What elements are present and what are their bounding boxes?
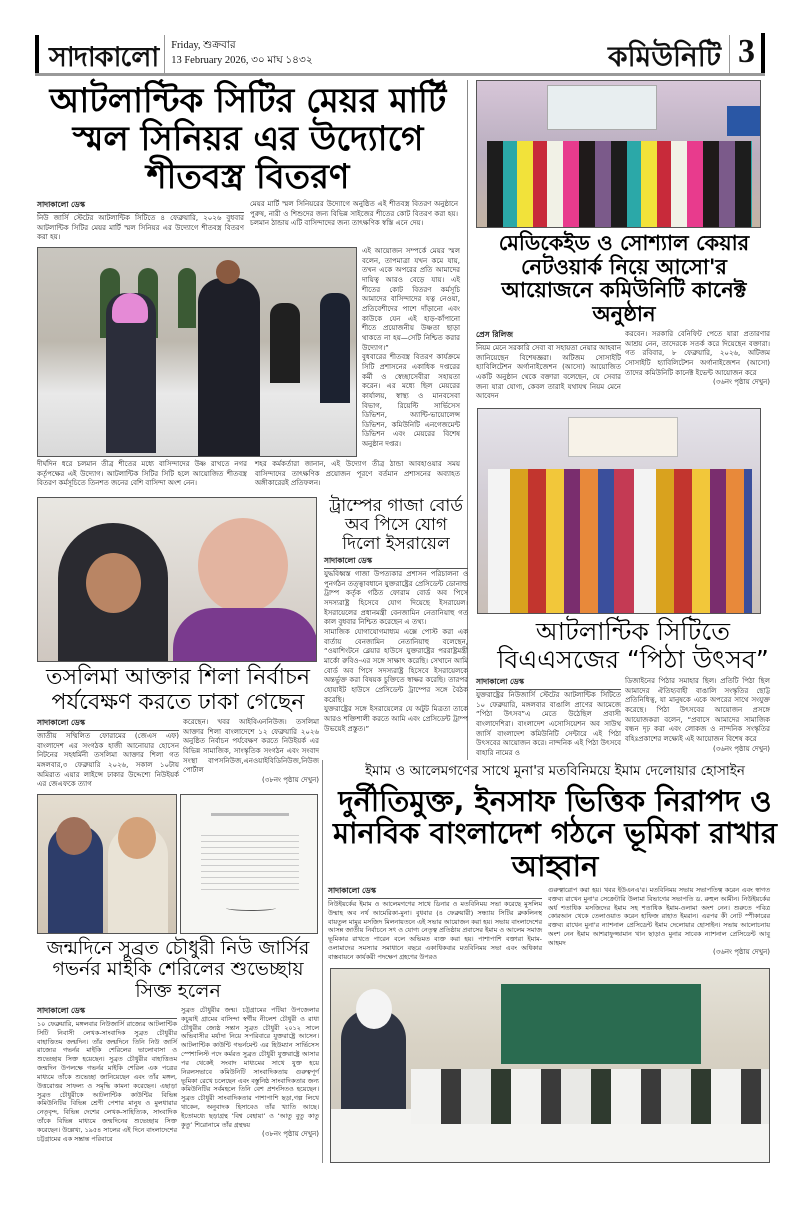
story-taslima-col2 <box>183 718 319 786</box>
story-text: বুধবারের শীতবস্ত্র বিতরণ কার্যক্রমে সিটি প্রশাসনের একাধিক দপ্তরের কর্মী ও স্বেচ্ছাসেবীরা সহায়তা করেন। এর মধ্যে ছিল মেয়রের কার্যালয়, স্বাস্থ্য ও মানবসেবা বিভাগ, রিয়েল্টি সার্ভিসেস ডিভিশন, অ্যান্টি-ভায়োলেন্স ডিভিশন, কমিউনিটি এনগেজমেন্ট ডিভিশন এবং মেয়রের বিশেষ অনুষ্ঠান দপ্তর। <box>362 353 460 449</box>
photo-imam-meeting <box>330 968 770 1163</box>
story-winter-lead-col2: মেয়র মার্টি স্মল সিনিয়রের উদ্যোগে অনুষ্ঠিত এই শীতবস্ত্র বিতরণ অনুষ্ঠানে পুরুষ, নারী ও শিশুদের জন্য বিভিন্ন সাইজের শীতের কোট বিতরণ করা হয়। চলমান ঠান্ডায় এটি বাসিন্দাদের জন্য তাৎক্ষণিক স্বস্তি এনে দেয়। <box>250 200 458 228</box>
story-subrata-col2 <box>181 1006 319 1139</box>
continued-note: (৩৬নং পৃষ্ঠায় দেখুন) <box>713 378 770 387</box>
issue-date <box>171 35 312 68</box>
headline-subrata: জন্মদিনে সুব্রত চৌধুরী নিউ জার্সির গভর্নর মাইকি শেরিলের শুভেচ্ছায় সিক্ত হলেন <box>46 937 310 1002</box>
story-pitha-col2 <box>625 677 770 754</box>
byline: সাদাকালো ডেস্ক <box>328 886 542 899</box>
story-text: সামাজিক যোগাযোগমাধ্যম এক্সে পোস্ট করা এক বার্তায় বেনজামিন নেতানিয়াহু বলেছেন, “ওয়াশিংটনে ব্লেয়ার হাউসে যুক্তরাষ্ট্রের পররাষ্ট্রমন্ত্রী মার্কো রুবিও-এর সঙ্গে সাক্ষাৎ করেছি। সেখানে আমি বোর্ড অব পিসে সদস্যরাষ্ট্র হিসেবে ইসরায়েলকে অন্তর্ভুক্ত করা বিষয়ক চুক্তিতে স্বাক্ষর করেছি। তারপর হোয়াইট হাউসে প্রেসিডেন্ট ট্রাম্পের সঙ্গে বৈঠক করেছি। <box>324 628 468 704</box>
story-text: জাতীয় সম্মিলিত ফোরামের (জেএস এফ) বাংলাদেশ এর সংগঠক হাজী আনোয়ার হোসেন নিটনের সহধর্মিনী তসলিমা আক্তার শিলা গত মঙ্গলবার,৩ ফেব্রুয়ারি ২০২৬, সকাল ১০টায় অমিরাত এয়ার লাইন্সে ঢাকার উদ্দেশ্যে নিউইয়র্ক এর জেএফকে ত্যাগ <box>37 732 179 789</box>
photo-taslima-selfie <box>37 497 317 662</box>
story-text: এই আয়োজন সম্পর্কে মেয়র স্মল বলেন, তাপমাত্রা যখন কমে যায়, তখন একে অপরের প্রতি আমাদের দায়িত্ব আরও বেড়ে যায়। এই শীতের কোট বিতরণ কর্মসূচি আমাদের বাসিন্দাদের যত্ন নেওয়া, প্রতিবেশীদের পাশে দাঁড়ানো এবং কাউকে যেন এই হাড়-কাঁপানো শীতে প্রয়োজনীয় উষ্ণতা ছাড়া থাকতে না হয়—সেটি নিশ্চিত করার উদ্যোগ।” <box>362 247 460 352</box>
byline: প্রেস রিলিজ <box>476 330 621 343</box>
story-text: যুদ্ধবিধ্বস্ত গাজা উপত্যকার প্রশাসন পরিচালনা ও পুনর্গঠন তত্ত্বাবধানে যুক্তরাষ্ট্রের প্রেসিডেন্ট ডোনাল্ড ট্রাম্প কর্তৃক গঠিত ফোরাম বোর্ড অব পিসে সদস্যরাষ্ট্র হিসেবে যোগ দিয়েছে ইসরায়েল। ইসরায়েলের প্রধানমন্ত্রী বেনজামিন নেতানিয়াহু গত কাল বুধবার নিশ্চিত করেছেন এ তথ্য। <box>324 570 468 627</box>
photo-governor-letter <box>180 794 318 934</box>
issue-full-date: 13 February 2026, ৩০ মাঘ ১৪৩২ <box>171 55 313 67</box>
story-text: ১০ ফেব্রুয়ারি, মঙ্গলবার নিউজার্সি রাজ্যের আটলান্টিক সিটি নিবাসী লেখক-সাংবাদিক সুব্রত চৌধুরীর বাহাত্তিতম জন্মদিন। তাঁর জন্মদিনে তিনি নিউ জার্সি রাজ্যের গভর্নর মাইকি শেরিলের ভালোবাসা ও শুভেচ্ছায় সিক্ত হয়েছেন। সুব্রত চৌধুরীর বাহাত্তিতম জন্মদিন উপলক্ষে গভর্নর মাইকি শেরিল এক পত্রের মাধ্যমে তাঁকে শুভেচ্ছা জানিয়েছেন এবং তাঁর মঙ্গল, উত্তরোত্তর সাফল্য ও সমৃদ্ধি কামনা করেছেন। এছাড়া সুব্রত চৌধুরীকে আটলান্টিক কাউন্টির বিভিন্ন কমিউনিটির বিভিন্ন শ্রেণী পেশার মানুষ ও মুলধারার নেতৃবৃন্দ, বিভিন্ন দেশের লেখক-সাহিত্যিক, সাংবাদিক তাঁকে বিভিন্ন মাধ্যমে জন্মদিনের শুভেচ্ছায় সিক্ত করেছেন। উল্লেখ্য, ১৯৫৪ সালের এই দিনে বাংলাদেশের চট্টগ্রামের এক সম্ভ্রান্ত পরিবারে <box>37 1020 177 1143</box>
continued-note: (৩৬নং পৃষ্ঠায় দেখুন) <box>713 744 770 753</box>
logo-text: সাদাকালো <box>49 42 159 73</box>
story-imam-col1 <box>328 886 542 962</box>
byline: সাদাকালো ডেস্ক <box>37 718 179 731</box>
story-taslima-col1 <box>37 718 179 790</box>
photo-medicaid-event-group <box>476 80 761 228</box>
photo-caption-right: শহর কর্মকর্তারা জানান, এই উদ্যোগ তীব্র ঠান্ডা আবহাওয়ার সময় বাসিন্দাদের তাৎক্ষণিক প্রয়োজন পূরণে বর্তমান প্রশাসনের অব্যাহত অঙ্গীকারেরই প্রতিফলন। <box>255 460 460 488</box>
byline: সাদাকালো ডেস্ক <box>37 200 244 213</box>
story-text: যুক্তরাষ্ট্রের নিউজার্সি স্টেটের আটলান্টিক সিটিতে ১০ ফেব্রুয়ারি, মঙ্গলবার বাঙালি প্রাণের আমেজে “পিঠা উৎসব”এ মেতে উঠেছিল প্রবাসী বাংলাদেশিরা। বাংলাদেশ এসোসিয়েশন অব সাউথ জার্সি বাংলাদেশ কমিউনিটি সেন্টারে এই পিঠা উৎসবের আয়োজন করে। নান্দনিক এই পিঠা উৎসবে বাহারি নামের ও <box>476 691 621 757</box>
logo <box>35 35 165 73</box>
continued-note: (৩৮নং পৃষ্ঠায় দেখুন) <box>262 1129 319 1138</box>
page-number: 3 <box>738 33 765 73</box>
story-gaza <box>324 497 468 734</box>
story-medicaid-col2 <box>625 330 770 388</box>
story-text: করেছেন। খবর আইবিএননিউজ। তসলিমা আক্তার শিলা বাংলাদেশে ১২ ফেব্রুয়ারি ২০২৬ অনুষ্ঠিত নির্বাচন পর্যবেক্ষণ করতে নিউইয়র্ক এর বিভিন্ন সামাজিক, সাংস্কৃতিক সংগঠন এবং সংবাদ সংস্থা বাপসনিউজ,এনওয়াইবিডিনিউজ,নিউজ পোর্টাল <box>183 718 319 775</box>
story-text: সুব্রত চৌধুরীর জন্ম। চট্টগ্রামের পটিয়া উপজেলার কচুয়াই গ্রামের বাসিন্দা স্বর্গীয় নীলেশ চৌধুরী ও রাধা চৌধুরীর জ্যেষ্ঠ সন্তান সুব্রত চৌধুরী ২০১২ সালে অভিবাসীর মর্যাদা নিয়ে সপরিবারে যুক্তরাষ্ট্রে আসেন। আটলান্টিক কাউন্টি গভর্নমেন্ট এর হিউম্যান সার্ভিসেস স্পেশালিস্ট পদে কর্মরত সুব্রত চৌধুরী যুক্তরাষ্ট্রে আসার পর থেকেই সংবাদ মাধ্যমের সাথে যুক্ত হয়ে নিরলসভাবে কমিউনিটি সাংবাদিকতায় গুরুত্বপূর্ণ ভূমিকা রেখে চলেছেন এবং বস্তুনিষ্ঠ সাংবাদিকতার জন্য কমিউনিটির সর্বমহলে তিনি বেশ প্রশংসিতও হয়েছেন। সুব্রত চৌধুরী সাংবাদিকতার পাশাপাশি ছড়া,গল্প লিখে থাকেন, অনুবাদক হিসাবেও তাঁর খ্যাতি আছে। ইতোমধ্যে ছড়াগ্রন্থ ‘বিশ্ব বেহায়া’ ও ‘আতু বুতু কাতু কুতু’ শিরোনামে তাঁর গ্রন্থদ্বয় <box>181 1006 319 1129</box>
issue-day: Friday, শুক্রবার <box>171 40 236 51</box>
story-winter-side-col <box>362 247 460 450</box>
section-title: কমিউনিটি <box>608 35 730 73</box>
column-divider <box>322 760 323 1163</box>
headline-medicaid: মেডিকেইড ও সোশ্যাল কেয়ার নেটওয়ার্ক নিয়ে আসো'র আয়োজনে কমিউনিটি কানেক্ট অনুষ্ঠান <box>498 231 750 326</box>
story-imam-col2 <box>548 886 770 957</box>
continued-note: (৩৮নং পৃষ্ঠায় দেখুন) <box>262 775 319 784</box>
story-text: ডিজাইনের পিঠার সমাহার ছিল। প্রতিটি পিঠা ছিল আমাদের ঐতিহ্যবাহী বাঙালি সংস্কৃতির ছোট্ট প্রতিনিধিত্ব, যা মানুষকে একে অপরের সাথে সংযুক্ত করেছে। পিঠা উৎসবের আয়োজন প্রসঙ্গে আয়োজকরা বলেন, “প্রবাসে আমাদের সামাজিক বন্ধন দৃঢ় করা এবং লোকজ ও নান্দনিক সংস্কৃতির বহিঃপ্রকাশের লক্ষ্যেই এই আয়োজন বিশেষ করে <box>625 677 770 743</box>
story-text: নিউইয়র্কের ইমাম ও আলেমগণের সাথে ডিনার ও মতবিনিময় সভা করেছে মুসলিম উম্মাহ অব নর্থ আমেরিকা-মুনা। বুধবার (৪ ফেব্রুয়ারী) সন্ধ্যায় সিটির ব্রুকলিনস্থ বায়তুল মামুর মসজিদ মিলনায়তনে এই সভার আয়োজন করা হয়। সভায় বাংলাদেশের আসন্ন জাতীয় নির্বাচনে সৎ ও যোগ্য নেতৃত্ব প্রতিষ্ঠায় প্রবাসের ইমাম ও আলেম সমাজ ভূমিকার রাখতে পারেন বলে অভিমত ব্যক্ত করা হয়। পাশাপাশি বক্তারা ইমাম-ওলামাদের সমস্যার সমাধানে বছরে একাধিকবার মতবিনিময় সভা এবং অধিকার বাস্তবায়নে কার্যকরী পদক্ষেপ গ্রহণের উপরও <box>328 900 542 961</box>
kicker-imam: ইমাম ও আলেমগণের সাথে মুনা'র মতবিনিময়ে ইমাম দেলোয়ার হোসাইন <box>365 763 745 779</box>
byline: সাদাকালো ডেস্ক <box>324 556 468 569</box>
story-text: নিউ জার্সি স্টেটের আটলান্টিক সিটিতে ৪ ফেব্রুয়ারি, ২০২৬ বুধবার আটলান্টিক সিটির মেয়র মার্টি স্মল সিনিয়র এর উদ্যোগে শীতবস্ত্র বিতরণ করা হয়। <box>37 214 244 242</box>
photo-pitha-festival <box>477 408 761 614</box>
story-text: যুক্তরাষ্ট্রের সঙ্গে ইসরায়েলের যে অটুট মিত্রতা তাকে আরও শক্তিশালী করতে আমি এবং প্রেসিডেন্ট ট্রাম্প উভয়েই প্রস্তুত।” <box>324 705 468 733</box>
continued-note: (৩৬নং পৃষ্ঠায় দেখুন) <box>713 947 770 956</box>
story-text: গুরুত্বারোপ করা হয়। খবর ইউএনএ'র। মতবিনিময় সভায় সভাপতিত্ব করেন এবং স্বাগত বক্তব্য রাখেন মুনা'র সেক্রেটারি উলামা বিভাগের সভাপতি ড. রুহুল আমীন। নিউইয়র্কের অর্ধ শতাধিক মসজিদের ইমাম সহ শতাধিক ইমাম-ওলামা অংশ নেন। শুরুতে পবিত্র কোরআন থেকে তেলাওয়াত করেন হাফিজ রাহাত ইমরান। এরপর কী নোট স্পীকারের বক্তব্য রাখেন মুনা'র ন্যাশনাল প্রেসিডেন্ট ইমাম দেলোয়ার হোসাইন। সভায় আলোচনায় অংশ নেন ইমাম আশরাফুজ্জামান খান ছাড়াও মুনার সাবেক ন্যাশনাল প্রেসিডেন্ট আবু আহমদ <box>548 886 770 947</box>
photo-subrata-with-governor <box>37 794 177 934</box>
masthead <box>35 35 765 76</box>
photo-mayor-coat-distribution <box>37 247 357 457</box>
photo-caption-left: দীর্ঘদিন ধরে চলমান তীব্র শীতের মধ্যে বাসিন্দাদের উষ্ণ রাখতে নগর কর্তৃপক্ষের এই উদ্যোগ। আটলান্টিক সিটির সিটি হলে আয়োজিত শীতবস্ত্র বিতরণ কর্মসূচিতে তিনশত জনের বেশি বাসিন্দা অংশ নেন। <box>37 460 247 488</box>
byline: সাদাকালো ডেস্ক <box>37 1006 177 1019</box>
byline: সাদাকালো ডেস্ক <box>476 677 621 690</box>
story-medicaid-col1 <box>476 330 621 402</box>
story-winter-lead-col1 <box>37 200 244 243</box>
headline-gaza-board: ট্রাম্পের গাজা বোর্ড অব পিসে যোগ দিলো ইসরায়েল <box>329 496 463 555</box>
story-text: করবেন। সরকারি বেনিফিট পেতে যারা প্রতারণার আশ্রয় নেন, তাদেরকে সতর্ক করে দিয়েছেন বক্তারা। গত রবিবার, ৮ ফেব্রুয়ারি, ২০২৬, অটিজম সোসাইটি হ্যাবিলিটেশন অর্গানাইজেশন (আসো) তাদের কমিউনিটি কানেক্ট ইভেন্ট আয়োজন করে <box>625 330 770 377</box>
headline-pitha-festival: আটলান্টিক সিটিতে বিএএসজের “পিঠা উৎসব” <box>497 617 769 674</box>
story-text: নিয়ম মেনে সরকারি সেবা বা সহায়তা নেয়ার আহবান জানিয়েছেন বিশেষজ্ঞরা। অটিজম সোসাইটি হ্যাবিলিটেশন অর্গানাইজেশন (আসো) আয়োজিত একটি অনুষ্ঠান থেকে বক্তারা বলেছেন, যে সেবার জন্য যারা যোগ্য, কেবল তারাই যথাযথ নিয়ম মেনে আবেদন <box>476 344 621 401</box>
headline-taslima: তসলিমা আক্তার শিলা নির্বাচন পর্যবেক্ষণ করতে ঢাকা গেছেন <box>46 665 310 715</box>
headline-imam: দুর্নীতিমুক্ত, ইনসাফ ভিত্তিক নিরাপদ ও মানবিক বাংলাদেশ গঠনে ভূমিকা রাখার আহ্বান <box>333 784 777 883</box>
story-subrata-col1 <box>37 1006 177 1144</box>
story-pitha-col1 <box>476 677 621 759</box>
headline-winter-clothes: আটলান্টিক সিটির মেয়র মার্টি স্মল সিনিয়র এর উদ্যোগে শীতবস্ত্র বিতরণ <box>49 81 447 198</box>
